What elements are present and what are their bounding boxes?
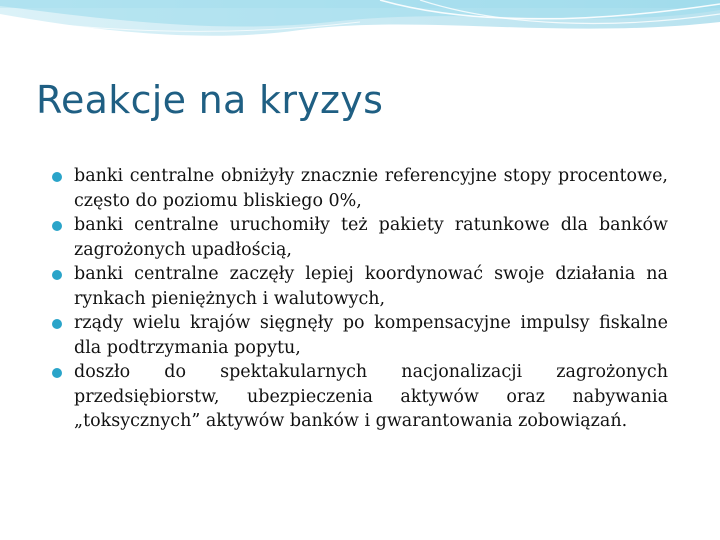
bullet-text: banki centralne zaczęły lepiej koordynować swoje działania na rynkach pieniężnych i walutowych, <box>74 264 668 309</box>
bullet-text: banki centralne uruchomiły też pakiety ratunkowe dla banków zagrożonych upadłością, <box>74 215 668 260</box>
header-wave-decoration <box>0 0 720 60</box>
bullet-dot-icon <box>52 319 62 329</box>
list-item <box>52 164 668 213</box>
bullet-dot-icon <box>52 368 62 378</box>
list-item <box>52 213 668 262</box>
bullet-list <box>52 164 668 434</box>
bullet-dot-icon <box>52 221 62 231</box>
bullet-text: banki centralne obniżyły znacznie referencyjne stopy procentowe, często do poziomu bliskiego 0%, <box>74 166 668 211</box>
list-item <box>52 360 668 434</box>
slide-title: Reakcje na kryzys <box>36 78 384 122</box>
bullet-text: rządy wielu krajów sięgnęły po kompensacyjne impulsy fiskalne dla podtrzymania popytu, <box>74 313 668 358</box>
list-item <box>52 311 668 360</box>
list-item <box>52 262 668 311</box>
bullet-dot-icon <box>52 270 62 280</box>
bullet-text: doszło do spektakularnych nacjonalizacji zagrożonych przedsiębiorstw, ubezpieczenia aktywów oraz nabywania „toksycznych” aktywów banków i gwarantowania zobowiązań. <box>74 362 668 431</box>
bullet-dot-icon <box>52 172 62 182</box>
